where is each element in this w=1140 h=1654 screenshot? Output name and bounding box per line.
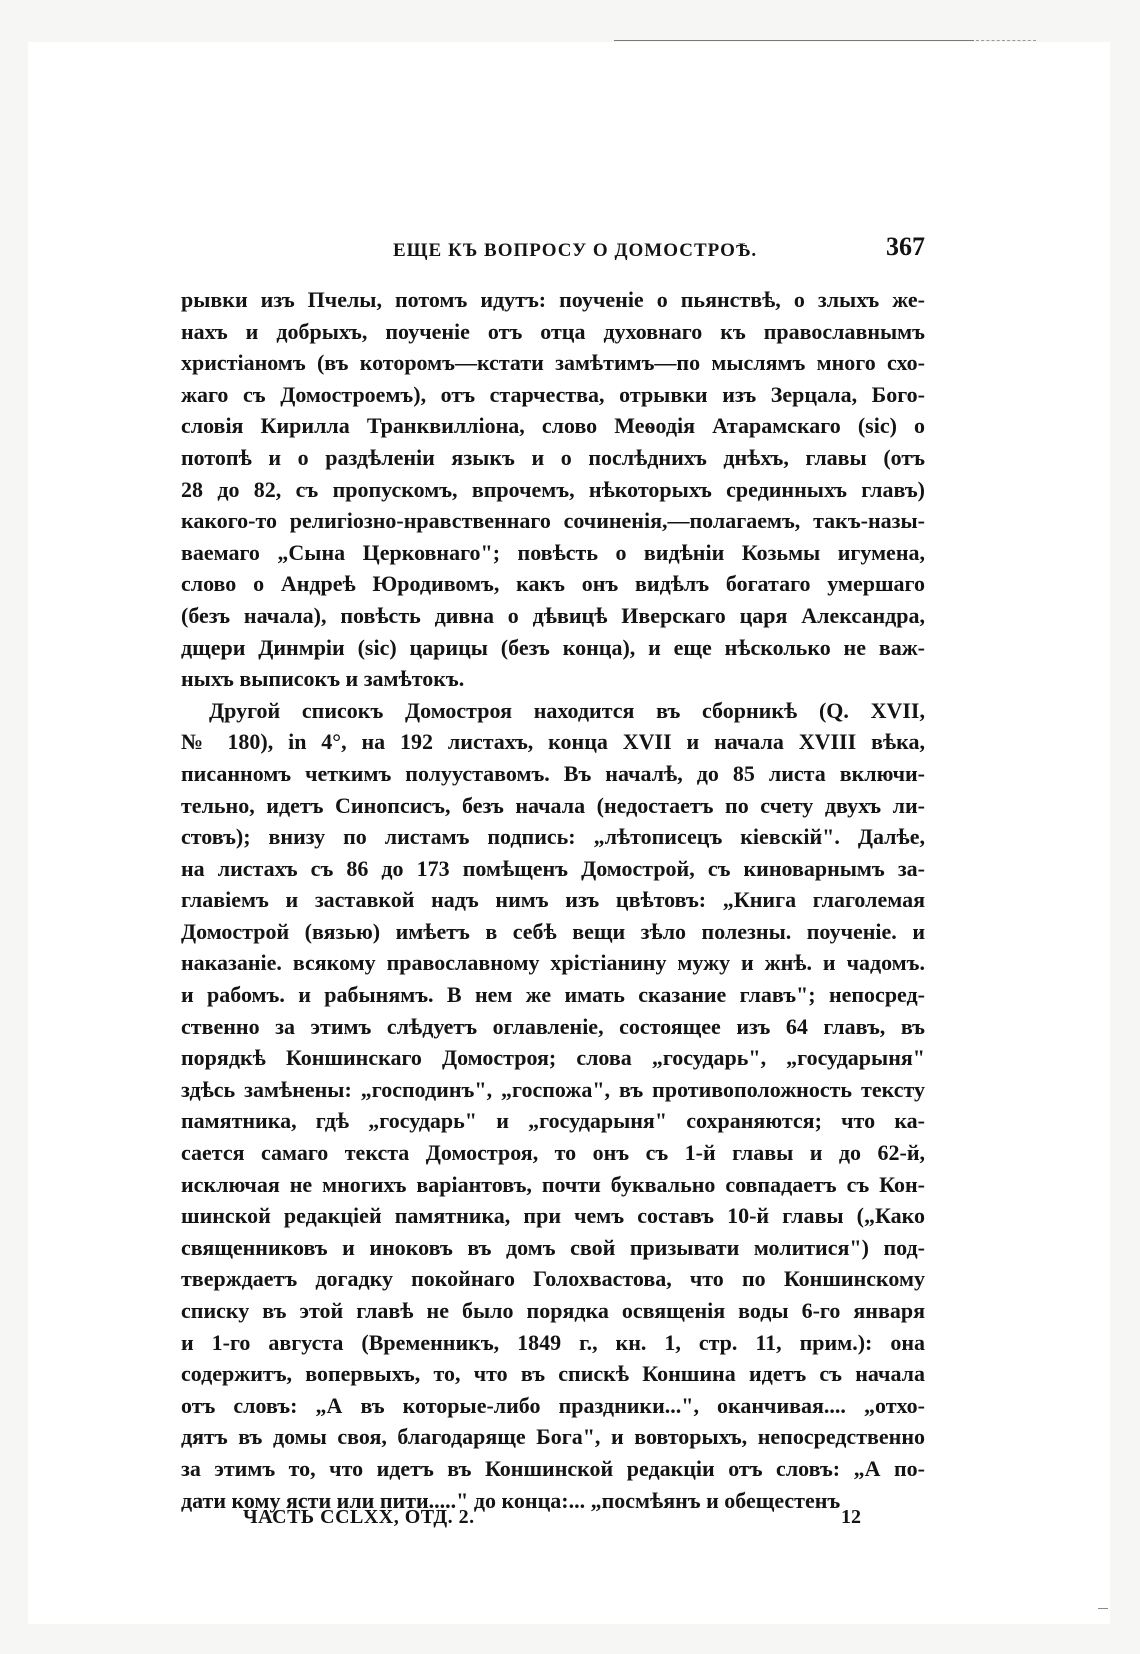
text-line: на листахъ съ 86 до 173 помѣщенъ Домострой, съ киноварнымъ за- [181, 855, 925, 881]
text-line: какого-то религіозно-нравственнаго сочиненія,—полагаемъ, такъ-назы- [181, 508, 925, 534]
text-line: исключая не многихъ варіантовъ, почти буквально совпадаетъ съ Кон- [181, 1171, 925, 1197]
text-line: дати кому ясти или пити....." до конца:... „посмѣянъ и обещестенъ [181, 1487, 841, 1513]
text-line: христіаномъ (въ которомъ—кстати замѣтимъ—по мыслямъ много схо- [181, 350, 925, 376]
text-line: содержитъ, вопервыхъ, то, что въ спискѣ Коншина идетъ съ начала [181, 1361, 925, 1387]
text-line: дятъ въ домы своя, благодарящe Бога", и вовторыхъ, непосредственно [181, 1424, 925, 1450]
text-line: ныхъ выписокъ и замѣтокъ. [181, 666, 465, 692]
sheet-number: 12 [841, 1506, 861, 1528]
text-line: списку въ этой главѣ не было порядка освященія воды 6-го января [181, 1298, 925, 1323]
text-line: потопѣ и о раздѣленіи языкъ и о послѣднихъ днѣхъ, главы (отъ [181, 444, 925, 470]
text-line: Другой списокъ Домостроя находится въ сборникѣ (Q. XVII, [209, 697, 925, 723]
text-line: сается самаго текста Домостроя, то онъ съ 1-й главы и до 62-й, [181, 1140, 925, 1166]
top-edge-rule-dashed [976, 40, 1036, 41]
running-head: ЕЩЕ КЪ ВОПРОСУ О ДОМОСТРОѢ. [393, 240, 758, 261]
page-number: 367 [886, 232, 925, 261]
text-line: священниковъ и иноковъ въ домъ свой призывати молитися") под- [181, 1234, 925, 1260]
text-line: тельно, идетъ Синопсисъ, безъ начала (недостаетъ по счету двухъ ли- [181, 792, 925, 818]
text-line: рывки изъ Пчелы, потомъ идутъ: поученіе о пьянствѣ, о злыхъ же- [181, 287, 925, 312]
text-line: нахъ и добрыхъ, поученіе отъ отца духовнаго къ православнымъ [181, 318, 925, 344]
text-line: № 180), in 4°, на 192 листахъ, конца XVII и начала XVIII вѣка, [181, 729, 925, 755]
page-footer [181, 1506, 925, 1536]
text-line: 28 до 82, съ пропускомъ, впрочемъ, нѣкоторыхъ срединныхъ главъ) [181, 476, 925, 502]
text-line: шинской редакціей памятника, при чемъ составъ 10-й главы („Како [181, 1203, 925, 1229]
text-line: за этимъ то, что идетъ въ Коншинской редакціи отъ словъ: „А по- [181, 1455, 925, 1481]
text-line: дщери Динмріи (sic) царицы (безъ конца), и еще нѣсколько не важ- [181, 634, 925, 660]
text-line: (безъ начала), повѣсть дивна о дѣвицѣ Иверскаго царя Александра, [181, 602, 925, 628]
text-line: жаго съ Домостроемъ), отъ старчества, отрывки изъ Зерцала, Бого- [181, 381, 925, 407]
text-line: ственно за этимъ слѣдуетъ оглавленіе, состоящее изъ 64 главъ, въ [181, 1013, 925, 1039]
text-line: отъ словъ: „А въ которые-либо праздники...", оканчивая.... „отхо- [181, 1392, 925, 1418]
text-line: памятника, гдѣ „государь" и „государыня" сохраняются; что ка- [181, 1108, 925, 1134]
text-line: тверждаетъ догадку покойнаго Голохвастова, что по Коншинскому [181, 1266, 925, 1292]
paragraph [181, 284, 925, 695]
text-line: слово о Андреѣ Юродивомъ, какъ онъ видѣлъ богатаго умершаго [181, 571, 925, 597]
page-header [181, 232, 925, 264]
text-line: здѣсь замѣнены: „господинъ", „госпожа", въ противоположность тексту [181, 1076, 925, 1102]
text-line: словія Кирилла Транквилліона, слово Меѳодія Атарамскаго (sic) о [181, 413, 925, 439]
text-line: писанномъ четкимъ полууставомъ. Въ началѣ, до 85 листа включи- [181, 760, 925, 786]
text-line: ваемаго „Сына Церковнаго"; повѣсть о видѣніи Козьмы игумена, [181, 539, 925, 565]
margin-mark [1098, 1608, 1108, 1609]
paragraph [181, 695, 925, 1516]
text-line: и 1-го августа (Временникъ, 1849 г., кн. 1, стр. 11, прим.): она [181, 1329, 925, 1355]
text-line: главіемъ и заставкой надъ нимъ изъ цвѣтовъ: „Книга глаголемая [181, 887, 925, 913]
printer-signature: ЧАСТЬ CCLXX, ОТД. 2. [243, 1506, 475, 1528]
text-line: и рабомъ. и рабынямъ. В нем же имать сказание главъ"; непосред- [181, 982, 925, 1008]
text-line: порядкѣ Коншинскаго Домостроя; слова „государь", „государыня" [181, 1045, 925, 1071]
text-line: наказаніе. всякому православному хрістіанину мужу и жнѣ. и чадомъ. [181, 950, 925, 976]
text-line: Домострой (вязью) имѣетъ в себѣ вещи зѣло полезны. поученіе. и [181, 918, 925, 944]
top-edge-rule [614, 40, 974, 41]
body-text [181, 284, 925, 1516]
text-line: стовъ); внизу по листамъ подпись: „лѣтописецъ кіевскій". Далѣе, [181, 824, 925, 850]
